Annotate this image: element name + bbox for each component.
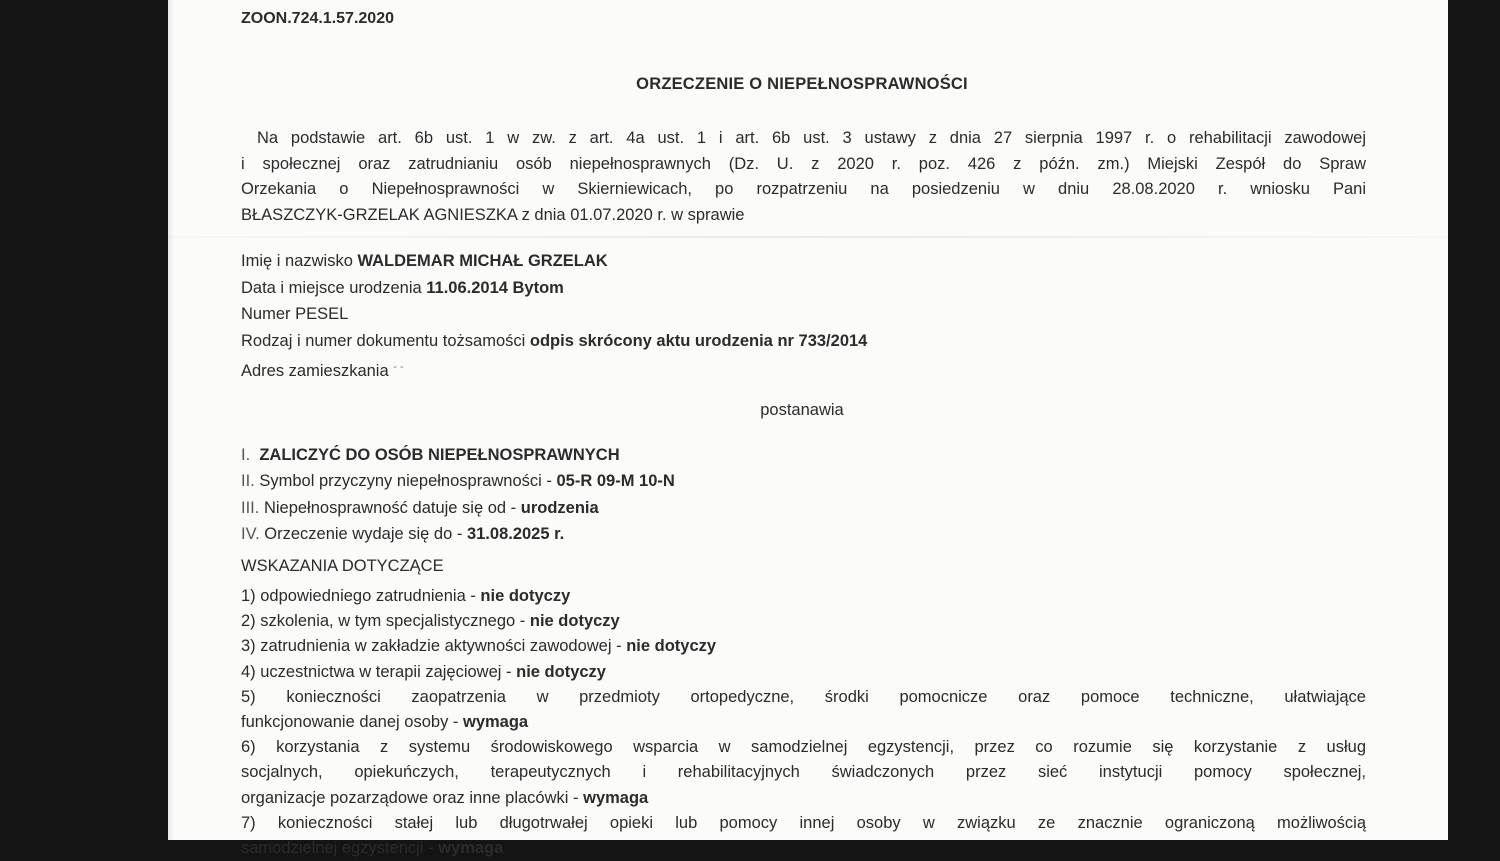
decision-number: III. — [241, 498, 260, 517]
address-value: - - — [393, 361, 404, 374]
decision-number: II. — [241, 472, 255, 491]
decision-list — [241, 442, 675, 547]
id-document-label: Rodzaj i numer dokumentu tożsamości — [241, 331, 526, 350]
decision-heading: postanawia — [760, 401, 844, 419]
indication-text: samodzielnej egzystencji - — [241, 839, 434, 858]
indication-item-3 — [241, 634, 1366, 659]
person-details — [241, 248, 867, 385]
name-label: Imię i nazwisko — [241, 252, 353, 270]
decision-label: Niepełnosprawność datuje się od - — [263, 498, 517, 517]
id-document-row — [241, 328, 867, 355]
birth-row — [241, 275, 867, 302]
indication-item-1 — [241, 584, 1366, 609]
indication-value: wymaga — [583, 788, 649, 807]
pesel-label: Numer PESEL — [241, 305, 349, 324]
decision-value: 31.08.2025 r. — [466, 524, 565, 543]
decision-item-2 — [241, 468, 675, 494]
indication-value: wymaga — [438, 839, 504, 858]
decision-value: urodzenia — [520, 498, 599, 517]
indication-item-6-line-2: socjalnych, opiekuńczych, terapeutycznych i rehabilitacyjnych świadczonych przez sieć instytucji pomocy społecznej, — [241, 763, 1366, 782]
indication-item-6-line-3 — [241, 786, 1366, 811]
indication-text: funkcjonowanie danej osoby - — [241, 713, 459, 732]
intro-line-2: i społecznej oraz zatrudnianiu osób niepełnosprawnych (Dz. U. z 2020 r. poz. 426 z późn. zm.) Miejski Zespół do Spraw — [241, 154, 1366, 173]
intro-line-3: Orzekania o Niepełnosprawności w Skierniewicach, po rozpatrzeniu na posiedzeniu w dniu 28.08.2020 r. wniosku Pani — [241, 180, 1366, 198]
intro-line-4: BŁASZCZYK-GRZELAK AGNIESZKA z dnia 01.07.2020 r. w sprawie — [241, 205, 745, 224]
decision-number: IV. — [241, 524, 260, 543]
indication-value: nie dotyczy — [626, 637, 717, 656]
indication-text: 4) uczestnictwa w terapii zajęciowej - — [241, 662, 512, 681]
case-reference-number: ZOON.724.1.57.2020 — [241, 10, 394, 27]
indication-item-5-line-1: 5) konieczności zaopatrzenia w przedmioty ortopedyczne, środki pomocnicze oraz pomoce techniczne, ułatwiające — [241, 687, 1366, 706]
document-title: ORZECZENIE O NIEPEŁNOSPRAWNOŚCI — [636, 75, 968, 93]
indications-header: WSKAZANIA DOTYCZĄCE — [241, 557, 444, 575]
page-edge-shadow — [168, 0, 174, 840]
indications-list — [241, 584, 1366, 861]
decision-label: Symbol przyczyny niepełnosprawności - — [259, 472, 552, 491]
indication-item-2 — [241, 609, 1366, 634]
pesel-row — [241, 301, 867, 328]
indication-value: nie dotyczy — [480, 587, 571, 605]
indication-text: 2) szkolenia, w tym specjalistycznego - — [241, 612, 526, 631]
intro-line-1: Na podstawie art. 6b ust. 1 w zw. z art. 4a ust. 1 i art. 6b ust. 3 ustawy z dnia 27 sierpnia 1997 r. o rehabilitacji zawodowej — [257, 129, 1366, 147]
indication-text: 1) odpowiedniego zatrudnienia - — [241, 587, 476, 605]
indication-item-7-line-1: 7) konieczności stałej lub długotrwałej opieki lub pomocy innej osoby w związku ze znacznie ograniczoną możliwością — [241, 813, 1366, 832]
indication-value: wymaga — [463, 713, 529, 732]
decision-item-3 — [241, 495, 675, 521]
indication-item-6-line-1: 6) korzystania z systemu środowiskowego wsparcia w samodzielnej egzystencji, przez co rozumie się korzystanie z usług — [241, 738, 1366, 757]
indication-value: nie dotyczy — [516, 662, 606, 681]
name-row — [241, 248, 867, 275]
decision-value: 05-R 09-M 10-N — [556, 472, 675, 491]
decision-item-1 — [241, 442, 675, 468]
address-row — [241, 354, 867, 385]
decision-item-4 — [241, 521, 675, 547]
name-value: WALDEMAR MICHAŁ GRZELAK — [357, 252, 608, 270]
legal-basis-paragraph — [241, 126, 1366, 228]
birth-label: Data i miejsce urodzenia — [241, 278, 422, 297]
indication-text: organizacje pozarządowe oraz inne placówki - — [241, 788, 579, 807]
scanned-document-page — [168, 0, 1448, 858]
decision-number: I. — [241, 446, 251, 464]
birth-value: 11.06.2014 Bytom — [426, 278, 564, 297]
indication-text: 3) zatrudnienia w zakładzie aktywności zawodowej - — [241, 637, 622, 656]
decision-label: Orzeczenie wydaje się do - — [264, 524, 463, 543]
indication-value: nie dotyczy — [529, 612, 620, 631]
address-label: Adres zamieszkania — [241, 362, 389, 381]
indication-item-5-line-2 — [241, 710, 1366, 735]
indication-item-4 — [241, 660, 1366, 685]
decision-value: ZALICZYĆ DO OSÓB NIEPEŁNOSPRAWNYCH — [259, 446, 620, 464]
indication-item-7-line-2 — [241, 836, 1366, 861]
id-document-value: odpis skrócony aktu urodzenia nr 733/2014 — [529, 331, 868, 350]
page-fold-line — [168, 236, 1448, 238]
